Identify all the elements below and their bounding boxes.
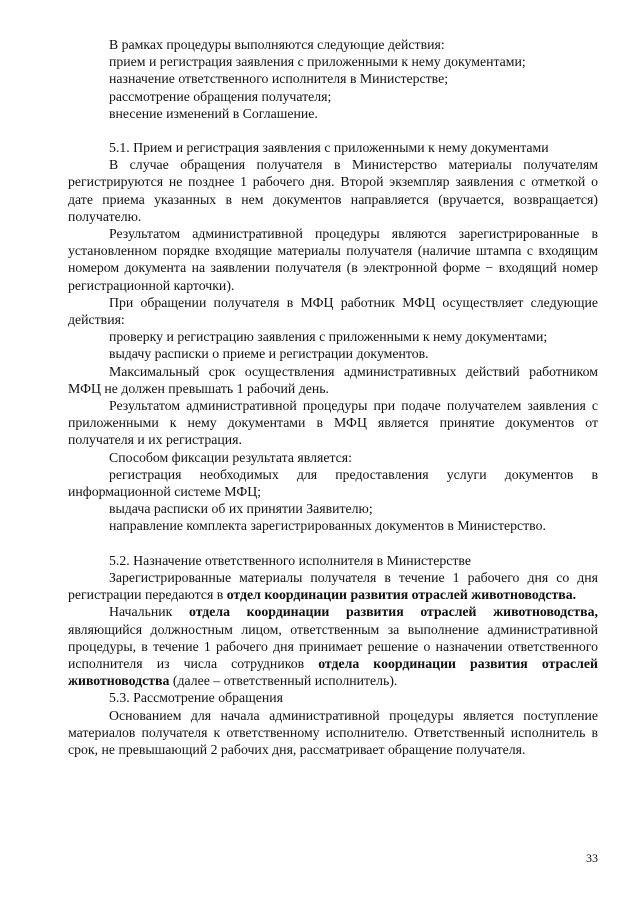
list-item: регистрация необходимых для предоставления услуги документов в информационной системе МФЦ; — [68, 466, 598, 500]
text-run: Начальник — [109, 604, 189, 620]
spacer — [68, 535, 598, 552]
list-item: направление комплекта зарегистрированных документов в Министерство. — [109, 518, 546, 534]
spacer — [68, 122, 598, 139]
department-name: отдел координации развития отраслей животноводства. — [226, 587, 577, 603]
department-name: отдела координации развития отраслей животноводства — [68, 655, 598, 689]
section-5-3-heading: 5.3. Рассмотрение обращения — [109, 690, 283, 706]
department-name: отдела координации развития отраслей животноводства, — [189, 604, 598, 620]
paragraph: В случае обращения получателя в Министерство материалы получателям регистрируются не позднее 1 рабочего дня. Второй экземпляр заявления с отметкой о дате приема указанных в нем документов направляется (вручается, возвращается) получателю. — [68, 157, 598, 224]
text-run: Зарегистрированные материалы получателя в течение 1 рабочего дня со дня регистрации передаются в — [68, 569, 598, 603]
text-run: (далее – ответственный исполнитель). — [169, 673, 398, 689]
paragraph: Результатом административной процедуры являются зарегистрированные в установленном порядке входящие материалы получателя (наличие штампа с входящим номером документа на заявлении получателя (в электронной форме − входящий номер регистрационной карточки). — [68, 226, 598, 293]
paragraph: Максимальный срок осуществления административных действий работником МФЦ не должен превышать 1 рабочий день. — [68, 363, 598, 396]
list-item: выдачу расписки о приеме и регистрации документов. — [109, 346, 429, 362]
paragraph: Основанием для начала административной процедуры является поступление материалов получателя к ответственному исполнителю. Ответственный исполнитель в срок, не превышающий 2 рабочих дня, рассматривает обращение получателя. — [68, 707, 598, 757]
paragraph: Способом фиксации результата является: — [109, 449, 352, 465]
list-item: проверку и регистрацию заявления с приложенными к нему документами; — [109, 329, 548, 345]
action-item: назначение ответственного исполнителя в Министерстве; — [109, 71, 449, 87]
section-5-2-heading: 5.2. Назначение ответственного исполнителя в Министерстве — [109, 552, 471, 568]
paragraph — [68, 603, 598, 689]
paragraph — [68, 569, 598, 603]
paragraph: При обращении получателя в МФЦ работник МФЦ осуществляет следующие действия: — [68, 294, 598, 328]
action-item: прием и регистрация заявления с приложенными к нему документами; — [109, 54, 526, 70]
page-number: 33 — [586, 850, 598, 865]
intro-line: В рамках процедуры выполняются следующие действия: — [109, 37, 445, 52]
action-item: внесение изменений в Соглашение. — [109, 105, 318, 121]
paragraph: Результатом административной процедуры при подаче получателем заявления с приложенными к нему документами в МФЦ является принятие документов от получателя и их регистрация. — [68, 398, 598, 448]
list-item: выдача расписки об их принятии Заявителю; — [109, 501, 373, 517]
text-run: являющийся должностным лицом, ответственным за выполнение административной процедуры, в течение 1 рабочего дня принимает решение о назначении ответственного исполнителя из числа сотрудников — [68, 621, 598, 671]
action-item: рассмотрение обращения получателя; — [109, 88, 332, 104]
section-5-1-heading: 5.1. Прием и регистрация заявления с приложенными к нему документами — [109, 140, 549, 156]
